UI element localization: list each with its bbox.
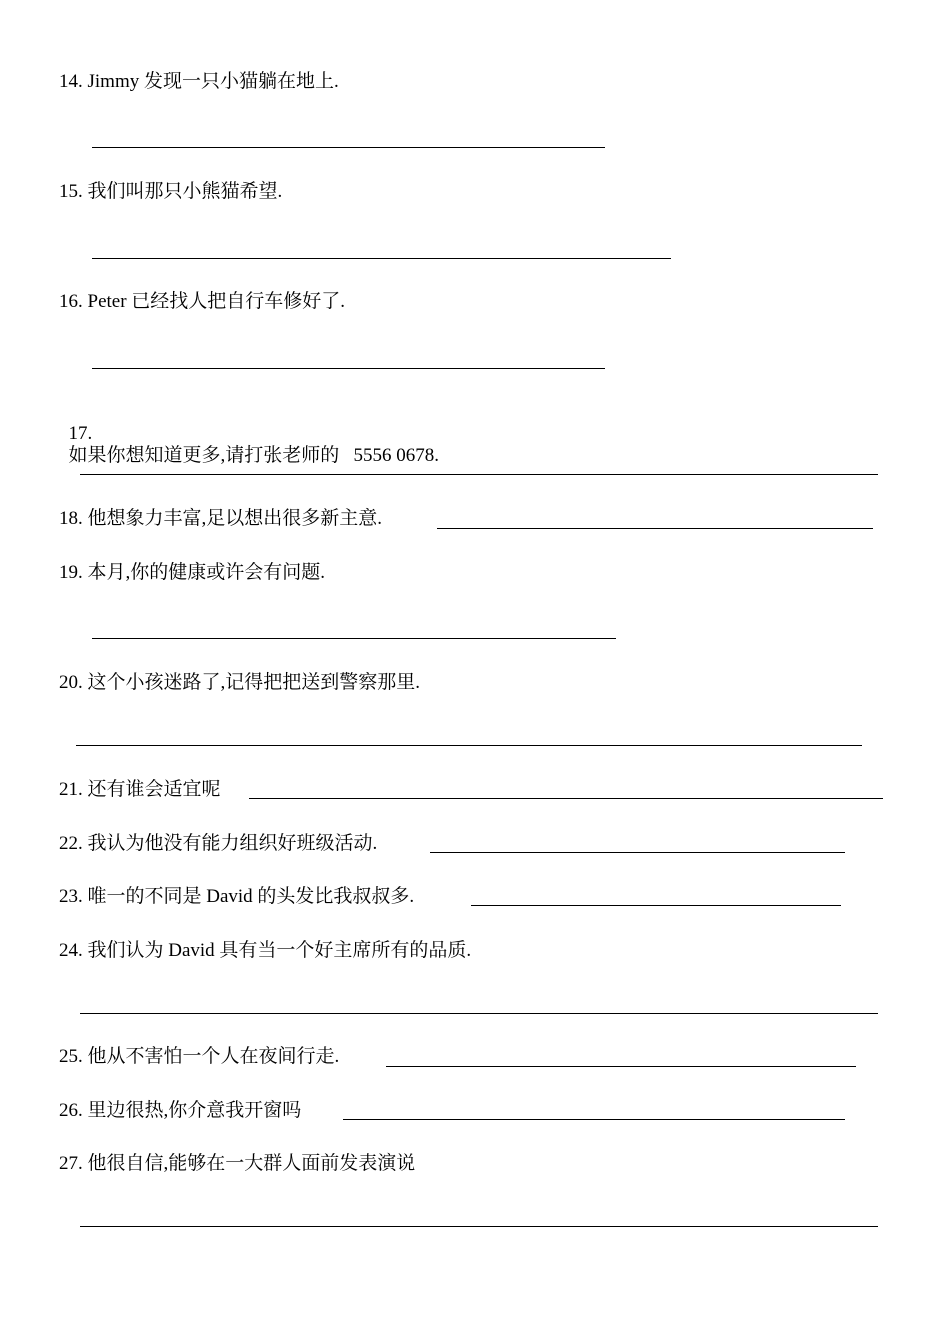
question-18 bbox=[59, 508, 382, 530]
answer-line-18[interactable] bbox=[437, 528, 873, 529]
question-text: 他从不害怕一个人在夜间行走. bbox=[87, 1046, 340, 1067]
question-22 bbox=[59, 833, 377, 855]
question-text: 唯一的不同是 David 的头发比我叔叔多. bbox=[87, 886, 415, 907]
question-27 bbox=[59, 1153, 415, 1175]
question-number: 15. bbox=[59, 181, 83, 202]
question-text: 我们叫那只小熊猫希望. bbox=[87, 181, 283, 202]
question-23 bbox=[59, 886, 414, 908]
question-text: 这个小孩迷路了,记得把把送到警察那里. bbox=[87, 672, 421, 693]
answer-line-19[interactable] bbox=[92, 638, 616, 639]
answer-line-27[interactable] bbox=[80, 1226, 878, 1227]
question-text: 里边很热,你介意我开窗吗 bbox=[87, 1100, 302, 1121]
answer-line-14[interactable] bbox=[92, 147, 605, 148]
question-16 bbox=[59, 291, 345, 313]
answer-line-17[interactable] bbox=[80, 474, 878, 475]
question-19 bbox=[59, 562, 325, 584]
answer-line-26[interactable] bbox=[343, 1119, 845, 1120]
answer-line-21[interactable] bbox=[249, 798, 883, 799]
question-number: 14. bbox=[59, 71, 83, 92]
answer-line-22[interactable] bbox=[430, 852, 845, 853]
question-text: 他想象力丰富,足以想出很多新主意. bbox=[87, 508, 383, 529]
answer-line-24[interactable] bbox=[80, 1013, 878, 1014]
answer-line-25[interactable] bbox=[386, 1066, 856, 1067]
question-14 bbox=[59, 71, 339, 93]
question-text: Peter 已经找人把自行车修好了. bbox=[87, 291, 346, 312]
question-text: 他很自信,能够在一大群人面前发表演说 bbox=[87, 1153, 416, 1174]
question-number: 26. bbox=[59, 1100, 83, 1121]
question-text: Jimmy 发现一只小猫躺在地上. bbox=[87, 71, 339, 92]
answer-line-20[interactable] bbox=[76, 745, 862, 746]
question-text: 我认为他没有能力组织好班级活动. bbox=[87, 833, 378, 854]
question-number: 16. bbox=[59, 291, 83, 312]
question-25 bbox=[59, 1046, 339, 1068]
answer-line-23[interactable] bbox=[471, 905, 841, 906]
question-number: 22. bbox=[59, 833, 83, 854]
question-number: 23. bbox=[59, 886, 83, 907]
question-number: 27. bbox=[59, 1153, 83, 1174]
question-21 bbox=[59, 779, 221, 801]
question-number: 18. bbox=[59, 508, 83, 529]
question-number: 20. bbox=[59, 672, 83, 693]
answer-line-16[interactable] bbox=[92, 368, 605, 369]
question-number: 17. bbox=[68, 423, 93, 444]
question-15 bbox=[59, 181, 282, 203]
question-text: 我们认为 David 具有当一个好主席所有的品质. bbox=[87, 940, 472, 961]
question-number: 25. bbox=[59, 1046, 83, 1067]
question-26 bbox=[59, 1100, 301, 1122]
question-number: 19. bbox=[59, 562, 83, 583]
answer-line-15[interactable] bbox=[92, 258, 671, 259]
question-number: 21. bbox=[59, 779, 83, 800]
question-text: 如果你想知道更多,请打张老师的 5556 0678. bbox=[68, 445, 440, 466]
question-text: 本月,你的健康或许会有问题. bbox=[87, 562, 326, 583]
question-24 bbox=[59, 940, 471, 962]
question-number: 24. bbox=[59, 940, 83, 961]
question-text: 还有谁会适宜呢 bbox=[87, 779, 221, 800]
question-17 bbox=[59, 401, 439, 467]
question-20 bbox=[59, 672, 420, 694]
